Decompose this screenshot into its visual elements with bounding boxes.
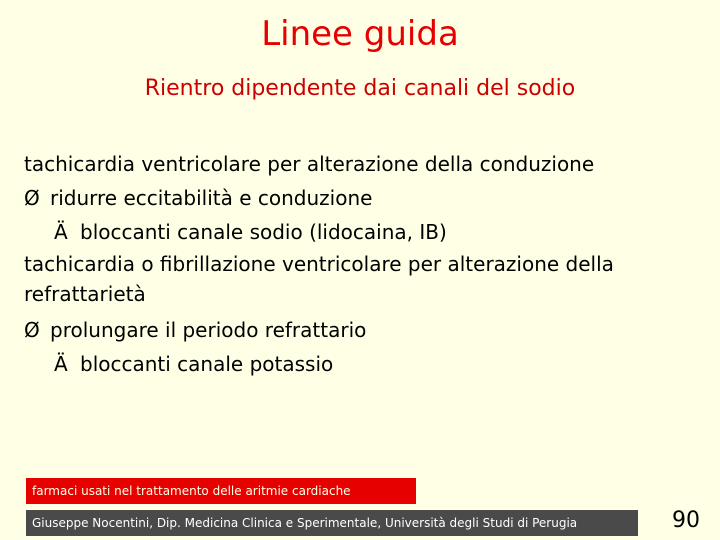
slide-title: Linee guida: [261, 14, 459, 54]
pointer-bullet-icon: Ä: [54, 220, 68, 244]
arrow-bullet-icon: Ø: [24, 186, 40, 210]
body-line-4: [24, 249, 694, 309]
body-line-6-text: bloccanti canale potassio: [80, 352, 334, 376]
body-line-2-text: ridurre eccitabilità e conduzione: [50, 186, 373, 210]
body-line-5-text: prolungare il periodo refrattario: [50, 318, 367, 342]
body-line-1: [24, 147, 694, 181]
slide-body: [24, 147, 694, 381]
body-line-4-text: tachicardia o fibrillazione ventricolare per alterazione della refrattarietà: [24, 252, 614, 306]
body-line-2: [24, 181, 694, 215]
footer-topic-bar: farmaci usati nel trattamento delle aritmie cardiache: [26, 478, 416, 504]
body-line-3: [24, 215, 694, 249]
footer-author-bar: Giuseppe Nocentini, Dip. Medicina Clinica e Sperimentale, Università degli Studi di Perugia: [26, 510, 638, 536]
page-number: 90: [672, 508, 700, 533]
body-line-6: [24, 347, 694, 381]
slide-subtitle: Rientro dipendente dai canali del sodio: [144, 76, 576, 101]
body-line-5: [24, 313, 694, 347]
body-line-1-text: tachicardia ventricolare per alterazione della conduzione: [24, 152, 595, 176]
arrow-bullet-icon: Ø: [24, 318, 40, 342]
body-line-3-text: bloccanti canale sodio (lidocaina, IB): [80, 220, 447, 244]
pointer-bullet-icon: Ä: [54, 352, 68, 376]
